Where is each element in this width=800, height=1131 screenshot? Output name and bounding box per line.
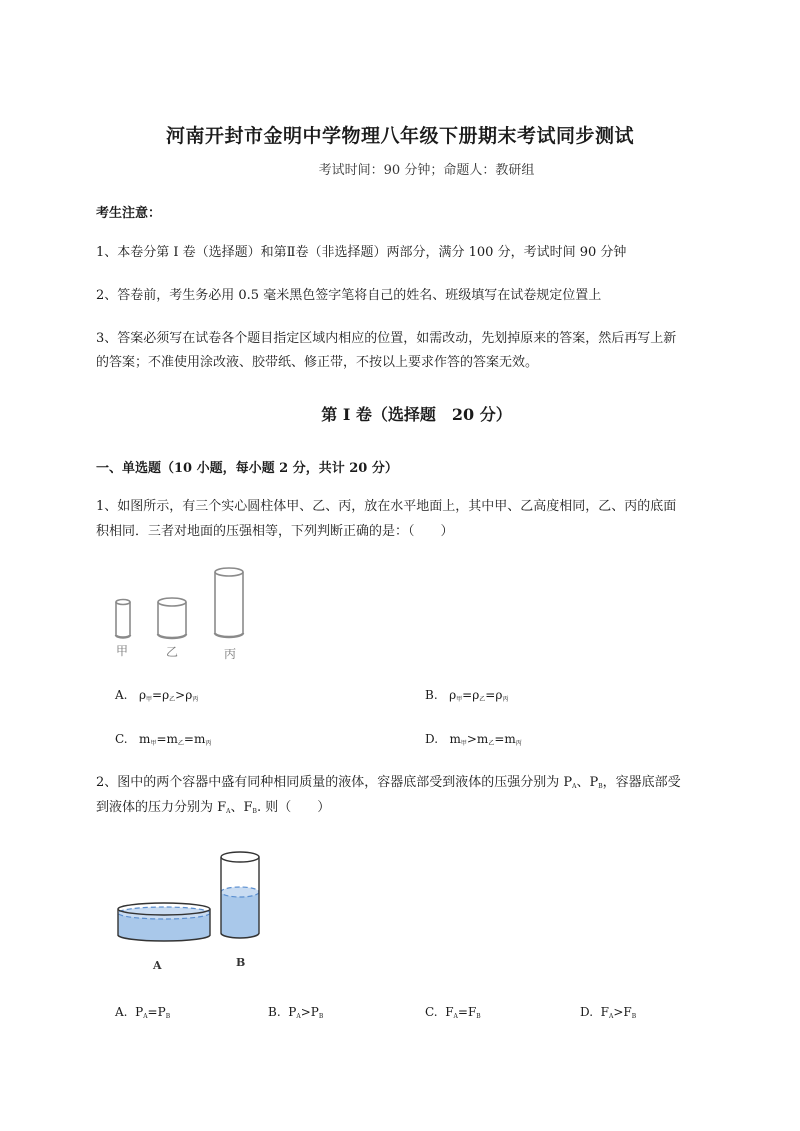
option-op: =ρ — [462, 688, 480, 702]
option-var: m — [139, 732, 151, 746]
subscript: 丙 — [192, 696, 199, 703]
container-b — [221, 852, 259, 938]
option-op: >P — [300, 1005, 319, 1019]
label-yi: 乙 — [166, 645, 179, 659]
subscript: B — [252, 808, 257, 815]
option-op: =P — [147, 1005, 166, 1019]
option-letter: D. — [580, 1005, 594, 1019]
subscript: 甲 — [146, 696, 153, 703]
q1-option-d[interactable] — [425, 732, 522, 747]
option-letter: C. — [425, 1005, 438, 1019]
subscript: 乙 — [177, 740, 184, 747]
subscript: A — [296, 1013, 301, 1020]
label-b: B — [236, 956, 246, 969]
option-op: =ρ — [485, 688, 503, 702]
option-op: >F — [613, 1005, 632, 1019]
subscript: A — [453, 1013, 458, 1020]
q1-cylinders-figure — [100, 560, 270, 665]
cylinder-jia — [116, 600, 130, 638]
stem-text: 、P — [576, 775, 599, 790]
stem-text: . 则（ ） — [256, 800, 331, 815]
notice-item-3: 3、答案必须写在试卷各个题目指定区域内相应的位置，如需改动，先划掉原来的答案，然后再写上新 — [96, 331, 677, 346]
option-op: >ρ — [175, 688, 193, 702]
subscript: B — [631, 1013, 637, 1020]
q1-option-b[interactable] — [425, 688, 508, 703]
option-op: =m — [494, 732, 516, 746]
q2-stem-line2 — [96, 795, 330, 825]
cylinder-yi — [158, 598, 186, 638]
stem-text: 、F — [230, 800, 253, 815]
option-var: P — [288, 1005, 297, 1019]
subscript: 乙 — [479, 696, 486, 703]
q2-containers-figure — [110, 845, 270, 975]
q2-option-b[interactable] — [268, 1005, 323, 1020]
subscript: 乙 — [488, 740, 495, 747]
subscript: 乙 — [169, 696, 176, 703]
part-heading: 一、单选题（10 小题，每小题 2 分，共计 20 分） — [96, 461, 398, 476]
option-var: F — [445, 1005, 454, 1019]
notice-heading: 考生注意： — [96, 206, 162, 221]
subscript: 丙 — [515, 740, 522, 747]
subscript: 丙 — [502, 696, 509, 703]
option-letter: A. — [115, 688, 128, 702]
subscript: 甲 — [150, 740, 157, 747]
subscript: B — [476, 1013, 481, 1020]
option-var: ρ — [449, 688, 457, 702]
subscript: 甲 — [456, 696, 463, 703]
subscript: 甲 — [460, 740, 467, 747]
subscript: A — [143, 1013, 148, 1020]
q2-option-a[interactable] — [115, 1005, 170, 1020]
option-letter: D. — [425, 732, 439, 746]
label-jia: 甲 — [116, 644, 129, 658]
option-op: >m — [466, 732, 489, 746]
subscript: B — [165, 1013, 171, 1020]
exam-meta: 考试时间：90 分钟；命题人：教研组 — [318, 163, 535, 178]
notice-item-2: 2、答卷前，考生务必用 0.5 毫米黑色签字笔将自己的姓名、班级填写在试卷规定位置上 — [96, 288, 602, 303]
option-var: P — [135, 1005, 144, 1019]
option-op: =m — [183, 732, 206, 746]
cylinder-bing — [215, 568, 243, 637]
subscript: B — [318, 1013, 324, 1020]
option-letter: A. — [115, 1005, 128, 1019]
page-title: 河南开封市金明中学物理八年级下册期末考试同步测试 — [165, 125, 634, 147]
container-a — [118, 903, 210, 941]
option-var: m — [449, 732, 461, 746]
option-letter: C. — [115, 732, 128, 746]
subscript: A — [608, 1013, 614, 1020]
notice-item-3-cont: 的答案；不准使用涂改液、胶带纸、修正带，不按以上要求作答的答案无效。 — [96, 355, 539, 370]
stem-text: 2、图中的两个容器中盛有同种相同质量的液体，容器底部受到液体的压强分别为 P — [96, 775, 573, 790]
q2-option-d[interactable] — [580, 1005, 636, 1020]
subscript: A — [572, 783, 577, 790]
subscript: 丙 — [205, 740, 212, 747]
q1-option-c[interactable] — [115, 732, 211, 747]
subscript: B — [598, 783, 603, 790]
label-bing: 丙 — [224, 647, 237, 661]
notice-item-1: 1、本卷分第 I 卷（选择题）和第Ⅱ卷（非选择题）两部分，满分 100 分，考试时间 90 分钟 — [96, 245, 627, 260]
option-letter: B. — [268, 1005, 281, 1019]
section-title: 第 I 卷（选择题 20 分） — [321, 405, 512, 424]
q2-option-c[interactable] — [425, 1005, 481, 1020]
option-op: =F — [457, 1005, 477, 1019]
q1-stem-line1: 1、如图所示，有三个实心圆柱体甲、乙、丙，放在水平地面上，其中甲、乙高度相同，乙、丙的底面 — [96, 499, 677, 514]
q1-stem-line2: 积相同．三者对地面的压强相等，下列判断正确的是：（ ） — [96, 524, 454, 539]
option-op: =m — [156, 732, 178, 746]
label-a: A — [153, 959, 162, 972]
q1-option-a[interactable] — [115, 688, 198, 703]
subscript: A — [226, 808, 231, 815]
option-op: =ρ — [152, 688, 170, 702]
stem-text: ，容器底部受 — [602, 775, 681, 790]
option-letter: B. — [425, 688, 438, 702]
option-var: ρ — [138, 688, 146, 702]
option-var: F — [600, 1005, 609, 1019]
stem-text: 到液体的压力分别为 F — [96, 800, 227, 815]
